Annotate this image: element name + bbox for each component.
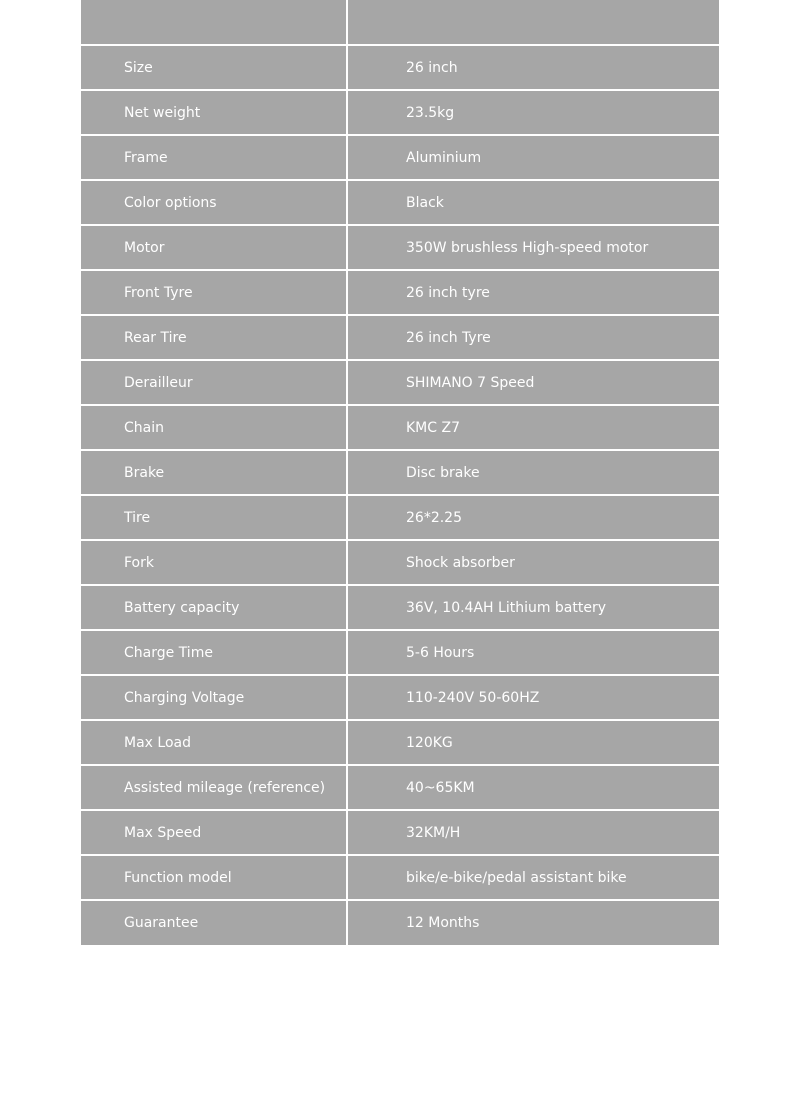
spec-value: KMC Z7: [347, 405, 719, 450]
table-row: [81, 225, 719, 270]
spec-label: Color options: [81, 180, 347, 225]
spec-value: bike/e-bike/pedal assistant bike: [347, 855, 719, 900]
spec-value: 26*2.25: [347, 495, 719, 540]
table-row: [81, 90, 719, 135]
header-cell-label: [81, 0, 347, 45]
spec-value: Shock absorber: [347, 540, 719, 585]
table-row: [81, 45, 719, 90]
spec-value: Black: [347, 180, 719, 225]
spec-label: Function model: [81, 855, 347, 900]
spec-value: 350W brushless High-speed motor: [347, 225, 719, 270]
table-row: [81, 405, 719, 450]
spec-label: Charge Time: [81, 630, 347, 675]
spec-label: Net weight: [81, 90, 347, 135]
spec-label: Battery capacity: [81, 585, 347, 630]
spec-label: Max Load: [81, 720, 347, 765]
table-row: [81, 630, 719, 675]
table-row: [81, 675, 719, 720]
table-row: [81, 135, 719, 180]
spec-label: Front Tyre: [81, 270, 347, 315]
table-header-row: [81, 0, 719, 45]
spec-label: Rear Tire: [81, 315, 347, 360]
spec-label: Motor: [81, 225, 347, 270]
table-row: [81, 810, 719, 855]
spec-value: 26 inch tyre: [347, 270, 719, 315]
spec-value: 26 inch: [347, 45, 719, 90]
spec-value: 5-6 Hours: [347, 630, 719, 675]
table-row: [81, 900, 719, 945]
spec-label: Chain: [81, 405, 347, 450]
spec-value: 23.5kg: [347, 90, 719, 135]
spec-label: Brake: [81, 450, 347, 495]
spec-value: 32KM/H: [347, 810, 719, 855]
spec-value: 110-240V 50-60HZ: [347, 675, 719, 720]
table-row: [81, 180, 719, 225]
spec-label: Guarantee: [81, 900, 347, 945]
table-row: [81, 270, 719, 315]
spec-label: Fork: [81, 540, 347, 585]
table-row: [81, 855, 719, 900]
spec-label: Frame: [81, 135, 347, 180]
table-row: [81, 720, 719, 765]
spec-label: Size: [81, 45, 347, 90]
spec-table: [81, 0, 719, 945]
table-row: [81, 540, 719, 585]
spec-value: Disc brake: [347, 450, 719, 495]
spec-table-body: [81, 0, 719, 945]
table-row: [81, 450, 719, 495]
spec-value: 26 inch Tyre: [347, 315, 719, 360]
header-cell-value: [347, 0, 719, 45]
spec-label: Charging Voltage: [81, 675, 347, 720]
spec-value: 12 Months: [347, 900, 719, 945]
spec-value: 36V, 10.4AH Lithium battery: [347, 585, 719, 630]
spec-value: 40~65KM: [347, 765, 719, 810]
table-row: [81, 495, 719, 540]
spec-value: Aluminium: [347, 135, 719, 180]
spec-label: Max Speed: [81, 810, 347, 855]
spec-label: Assisted mileage (reference): [81, 765, 347, 810]
spec-label: Derailleur: [81, 360, 347, 405]
spec-value: 120KG: [347, 720, 719, 765]
table-row: [81, 585, 719, 630]
spec-value: SHIMANO 7 Speed: [347, 360, 719, 405]
table-row: [81, 360, 719, 405]
spec-label: Tire: [81, 495, 347, 540]
table-row: [81, 765, 719, 810]
table-row: [81, 315, 719, 360]
